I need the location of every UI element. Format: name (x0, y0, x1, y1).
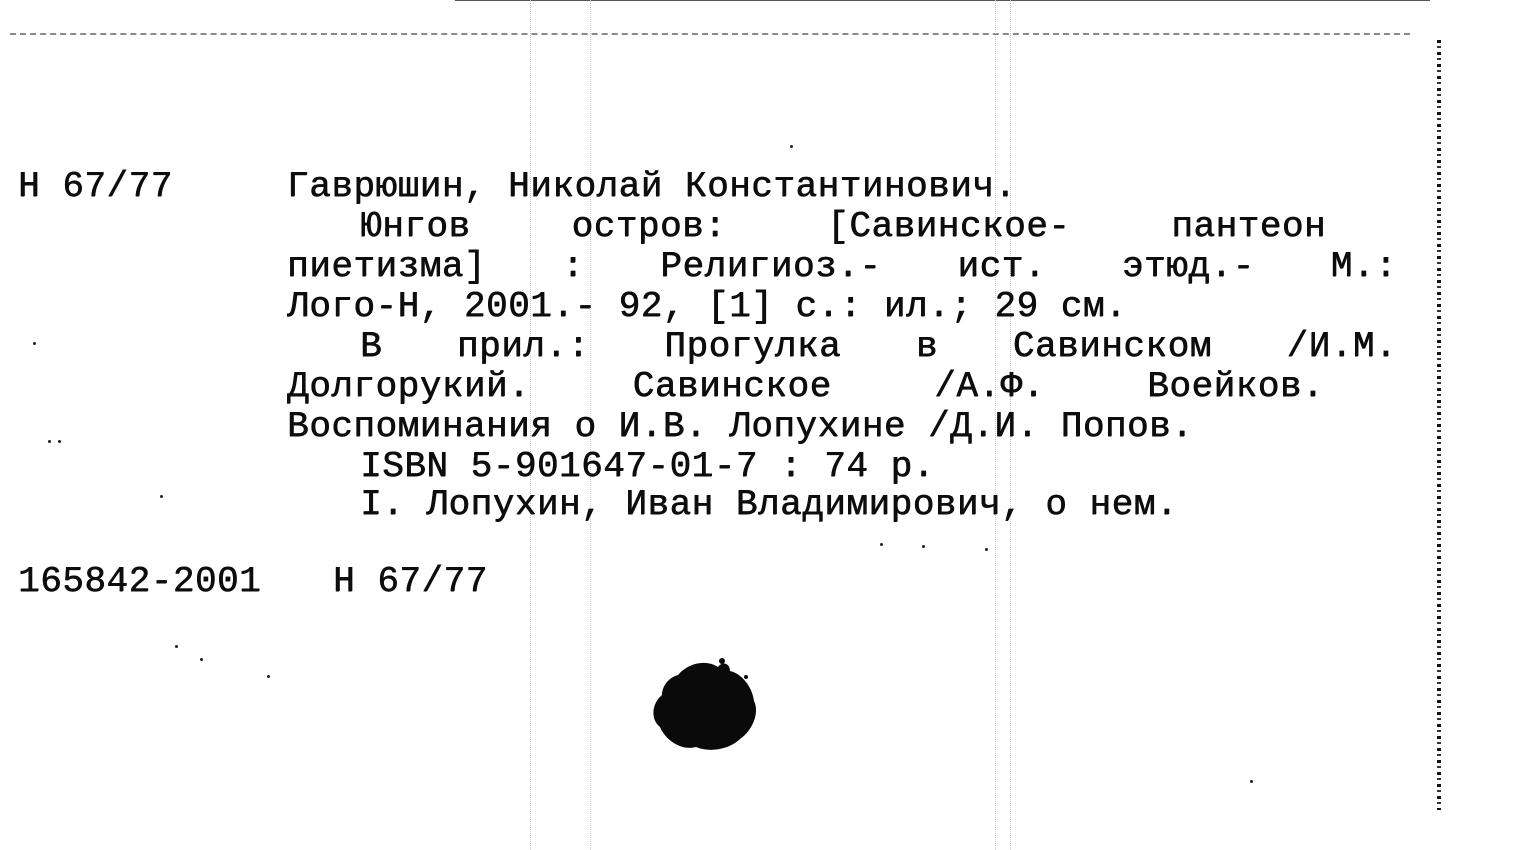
accession-shelfmark: Н 67/77 (333, 561, 488, 602)
title-line-2: пиетизма] : Религиоз.- ист. этюд.- М.: (287, 246, 1397, 287)
scan-speck (200, 658, 203, 661)
accession-number: 165842-2001 (18, 561, 262, 602)
scan-speck (267, 675, 270, 678)
isbn-price: ISBN 5-901647-01-7 : 74 р. (360, 446, 935, 487)
subject-entry: I. Лопухин, Иван Владимирович, о нем. (360, 484, 1178, 525)
note-line-3: Воспоминания о И.В. Лопухине /Д.И. Попов. (287, 406, 1194, 447)
title-line-3: Лого-Н, 2001.- 92, [1] с.: ил.; 29 см. (287, 286, 1127, 327)
author-heading: Гаврюшин, Николай Константинович. (287, 166, 1017, 207)
scan-speck (985, 548, 988, 551)
top-dashed-rule (10, 33, 1410, 35)
scan-speck (58, 440, 61, 443)
scan-speck (160, 495, 163, 498)
right-perforated-edge (1437, 40, 1441, 810)
scan-speck (175, 645, 178, 648)
title-line-1: Юнгов остров: [Савинское- пантеон (360, 206, 1326, 247)
scan-speck (790, 145, 793, 148)
scan-speck (33, 342, 36, 345)
shelfmark: Н 67/77 (18, 166, 173, 207)
ink-blot (648, 655, 760, 755)
note-line-2: Долгорукий. Савинское /А.Ф. Воейков. (287, 366, 1324, 407)
scan-speck (922, 545, 925, 548)
note-line-1: В прил.: Прогулка в Савинском /И.М. (360, 326, 1397, 367)
top-border-line (455, 0, 1430, 2)
scan-speck (1250, 780, 1253, 783)
scan-speck (48, 440, 51, 443)
scan-speck (880, 543, 883, 546)
